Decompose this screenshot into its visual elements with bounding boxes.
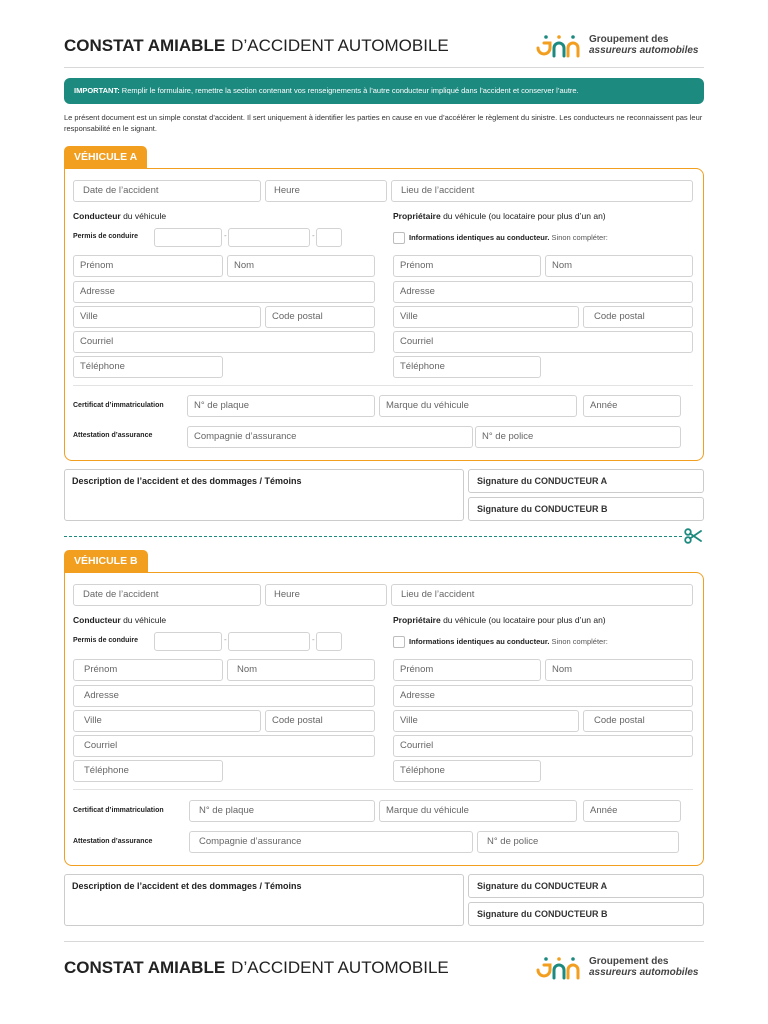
important-banner: IMPORTANT: Remplir le formulaire, remettre la section contenant vos renseignements à l’autre conducteur impliqué dans l’accident et conserver l’autre. (64, 78, 704, 104)
courriel-field[interactable]: Courriel (73, 735, 375, 757)
prenom-field[interactable]: Prénom (73, 255, 223, 277)
vehicle-a-tab: VÉHICULE A (64, 146, 147, 168)
certificat-label: Certificat d’immatriculation (73, 402, 164, 409)
intro-text: Le présent document est un simple constat d’accident. Il sert uniquement à identifier les parties en cause en vue d’accélérer le règlement du sinistre. Les conducteurs ne reconnaissent pas leur responsabilité en le signant. (64, 113, 703, 133)
adresse-field[interactable]: Adresse (73, 281, 375, 303)
owner-telephone-field[interactable]: Téléphone (393, 760, 541, 782)
telephone-field[interactable]: Téléphone (73, 356, 223, 378)
owner-telephone-field[interactable]: Téléphone (393, 356, 541, 378)
permis-field-3[interactable] (316, 632, 342, 651)
certificat-label: Certificat d’immatriculation (73, 807, 164, 814)
signature-a-field-b[interactable]: Signature du CONDUCTEUR A (468, 874, 704, 898)
courriel-field[interactable]: Courriel (73, 331, 375, 353)
gaa-logo: Groupement des assureurs automobiles (534, 32, 704, 64)
attestation-label: Attestation d’assurance (73, 432, 153, 439)
vehicle-b-tab: VÉHICULE B (64, 550, 148, 572)
proprietaire-label: Propriétaire du véhicule (ou locataire pour plus d’un an) (393, 211, 606, 221)
permis-field-3[interactable] (316, 228, 342, 247)
owner-ville-field[interactable]: Ville (393, 710, 579, 732)
identiques-checkbox[interactable] (393, 232, 405, 244)
plaque-field[interactable]: N° de plaque (189, 800, 375, 822)
heure-field[interactable]: Heure (265, 180, 387, 202)
header-divider (64, 67, 704, 68)
permis-label: Permis de conduire (73, 637, 138, 644)
lieu-field[interactable]: Lieu de l’accident (391, 584, 693, 606)
signature-b-field-a[interactable]: Signature du CONDUCTEUR B (468, 497, 704, 521)
nom-field[interactable]: Nom (227, 255, 375, 277)
signature-b-field-b[interactable]: Signature du CONDUCTEUR B (468, 902, 704, 926)
owner-adresse-field[interactable]: Adresse (393, 685, 693, 707)
prenom-field[interactable]: Prénom (73, 659, 223, 681)
owner-adresse-field[interactable]: Adresse (393, 281, 693, 303)
lieu-field[interactable]: Lieu de l’accident (391, 180, 693, 202)
permis-field-2[interactable] (228, 632, 310, 651)
compagnie-field[interactable]: Compagnie d’assurance (187, 426, 473, 448)
owner-courriel-field[interactable]: Courriel (393, 331, 693, 353)
section-divider (73, 789, 693, 790)
adresse-field[interactable]: Adresse (73, 685, 375, 707)
owner-nom-field[interactable]: Nom (545, 659, 693, 681)
owner-code-postal-field[interactable]: Code postal (583, 306, 693, 328)
annee-field[interactable]: Année (583, 395, 681, 417)
code-postal-field[interactable]: Code postal (265, 710, 375, 732)
conducteur-label: Conducteur du véhicule (73, 211, 167, 221)
page-title-bottom: CONSTAT AMIABLE D’ACCIDENT AUTOMOBILE (64, 958, 449, 977)
header-top (64, 32, 704, 68)
gaa-logo-bottom: Groupement des assureurs automobiles (534, 954, 704, 986)
footer-divider (64, 941, 704, 942)
cut-line (64, 536, 682, 537)
vehicle-b-panel: Date de l’accident Heure Lieu de l’accident Conducteur du véhicule Propriétaire du véhicule (ou locataire pour plus d’un an) Permis de conduire - - Informations identiques au conducteur. Sinon compléter: Prénom Nom Prénom Nom Adresse Adresse Ville Code postal Ville Code postal Courriel Courriel Téléphone Téléphone Certificat d’immatriculation N° de plaque Marque du véhicule Année Attestation d’assurance Compagnie d’assurance N° de police (64, 572, 704, 866)
signature-a-field-a[interactable]: Signature du CONDUCTEUR A (468, 469, 704, 493)
conducteur-label: Conducteur du véhicule (73, 615, 167, 625)
attestation-label: Attestation d’assurance (73, 838, 153, 845)
police-field[interactable]: N° de police (477, 831, 679, 853)
date-field[interactable]: Date de l’accident (73, 584, 261, 606)
plaque-field[interactable]: N° de plaque (187, 395, 375, 417)
ville-field[interactable]: Ville (73, 306, 261, 328)
vehicle-a-panel: Date de l’accident Heure Lieu de l’accident Conducteur du véhicule Propriétaire du véhicule (ou locataire pour plus d’un an) Permis de conduire - - Informations identiques au conducteur. Sinon compléter: Prénom Nom Prénom Nom Adresse Adresse Ville Code postal Ville Code postal Courriel Courriel Téléphone Téléphone Certificat d’immatriculation N° de plaque Marque du véhicule Année Attestation d’assurance Compagnie d’assurance N° de police (64, 168, 704, 461)
marque-field[interactable]: Marque du véhicule (379, 395, 577, 417)
permis-field-1[interactable] (154, 632, 222, 651)
marque-field[interactable]: Marque du véhicule (379, 800, 577, 822)
permis-label: Permis de conduire (73, 233, 138, 240)
owner-prenom-field[interactable]: Prénom (393, 659, 541, 681)
owner-ville-field[interactable]: Ville (393, 306, 579, 328)
date-field[interactable]: Date de l’accident (73, 180, 261, 202)
police-field[interactable]: N° de police (475, 426, 681, 448)
heure-field[interactable]: Heure (265, 584, 387, 606)
permis-field-2[interactable] (228, 228, 310, 247)
proprietaire-label: Propriétaire du véhicule (ou locataire pour plus d’un an) (393, 615, 606, 625)
compagnie-field[interactable]: Compagnie d’assurance (189, 831, 473, 853)
owner-code-postal-field[interactable]: Code postal (583, 710, 693, 732)
description-field-b[interactable]: Description de l’accident et des dommages / Témoins (64, 874, 464, 926)
nom-field[interactable]: Nom (227, 659, 375, 681)
owner-prenom-field[interactable]: Prénom (393, 255, 541, 277)
code-postal-field[interactable]: Code postal (265, 306, 375, 328)
permis-field-1[interactable] (154, 228, 222, 247)
page-title: CONSTAT AMIABLE D’ACCIDENT AUTOMOBILE (64, 36, 449, 55)
gaa-logo-icon (534, 34, 584, 60)
owner-courriel-field[interactable]: Courriel (393, 735, 693, 757)
description-field-a[interactable]: Description de l’accident et des dommages / Témoins (64, 469, 464, 521)
scissors-icon (684, 528, 702, 544)
identiques-label: Informations identiques au conducteur. Sinon compléter: (409, 233, 608, 242)
gaa-logo-icon (534, 956, 584, 982)
annee-field[interactable]: Année (583, 800, 681, 822)
identiques-label: Informations identiques au conducteur. Sinon compléter: (409, 637, 608, 646)
identiques-checkbox[interactable] (393, 636, 405, 648)
owner-nom-field[interactable]: Nom (545, 255, 693, 277)
section-divider (73, 385, 693, 386)
ville-field[interactable]: Ville (73, 710, 261, 732)
header-bottom (64, 954, 704, 990)
telephone-field[interactable]: Téléphone (73, 760, 223, 782)
